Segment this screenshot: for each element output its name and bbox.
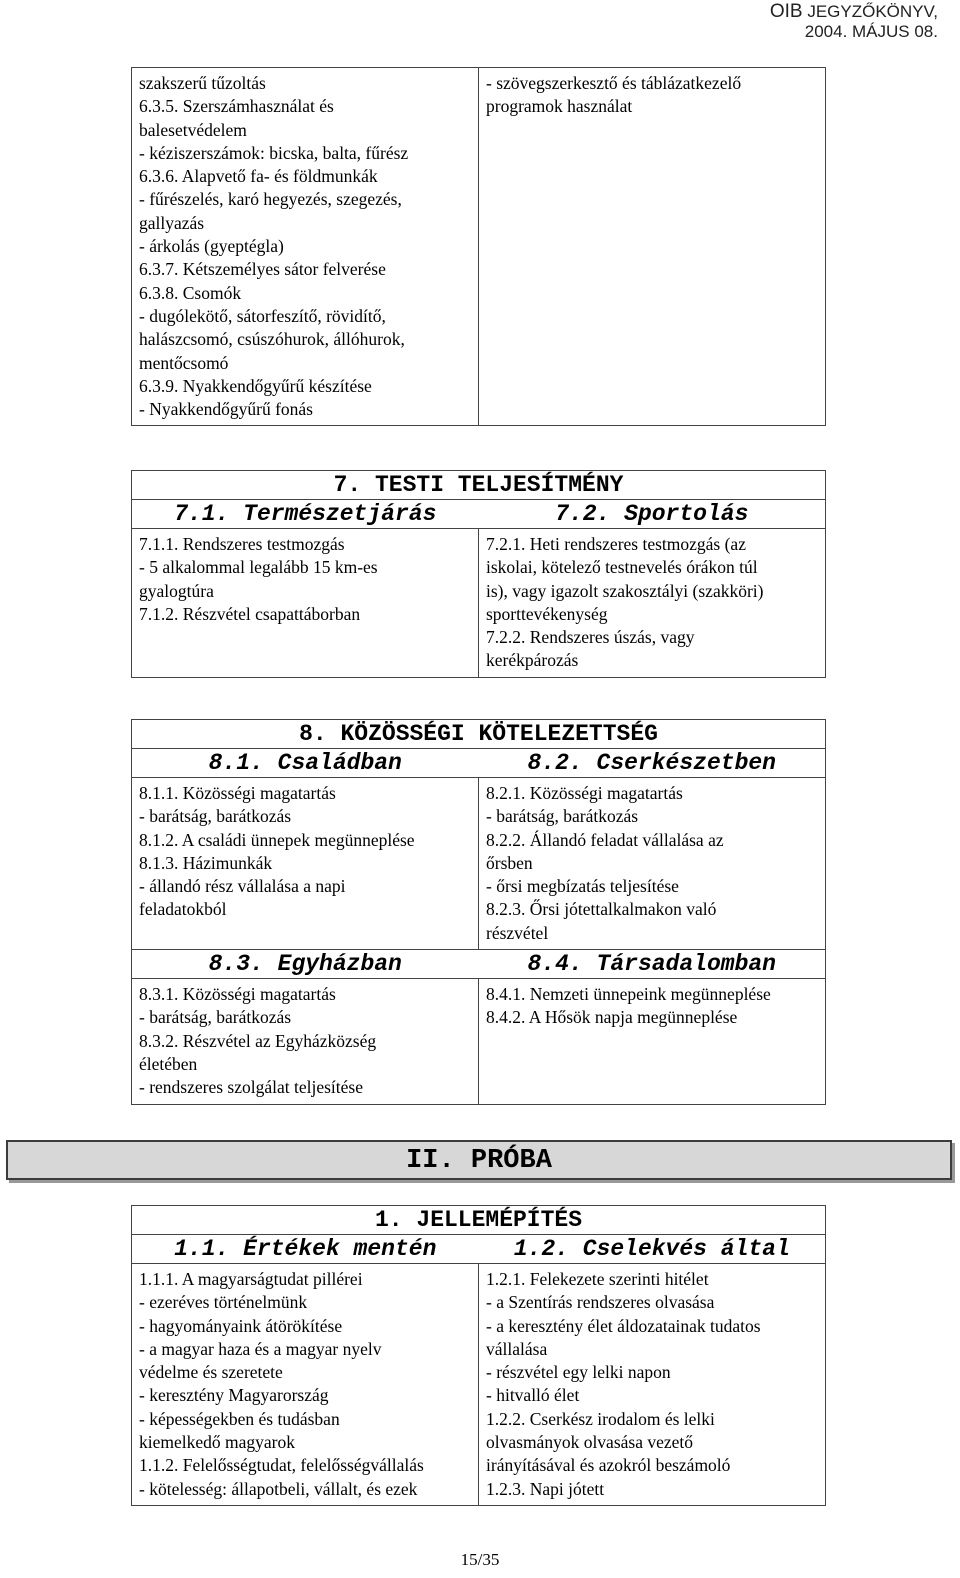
- text-line: iskolai, kötelező testnevelés órákon túl: [486, 557, 758, 578]
- text-line: 1.2.2. Cserkész irodalom és lelki: [486, 1408, 715, 1429]
- page-number: 15/35: [460, 1550, 500, 1569]
- text-line: - árkolás (gyeptégla): [139, 236, 284, 257]
- page-header: [770, 2, 938, 42]
- text-line: - hagyományaink átörökítése: [139, 1315, 343, 1336]
- text-line: sporttevékenység: [486, 603, 608, 624]
- top-left-cell: [132, 68, 479, 426]
- text-line: - hitvalló élet: [486, 1385, 580, 1406]
- text-line: - barátság, barátkozás: [139, 806, 292, 827]
- section8-head-2: 8.2. Cserkészetben: [479, 749, 826, 778]
- text-line: 8.2.3. Őrsi jótettalkalmakon való: [486, 899, 717, 920]
- text-line: - állandó rész vállalása a napi: [139, 876, 346, 897]
- text-line: őrsben: [486, 852, 533, 873]
- section8-cell-3: [132, 979, 479, 1104]
- text-line: - kötelesség: állapotbeli, vállalt, és ezek: [139, 1478, 418, 1499]
- text-line: - a magyar haza és a magyar nyelv: [139, 1338, 382, 1359]
- text-line: 8.4.2. A Hősök napja megünneplése: [486, 1007, 738, 1028]
- section8-cell-4: [479, 979, 826, 1104]
- text-line: - szövegszerkesztő és táblázatkezelő: [486, 73, 742, 93]
- text-line: szakszerű tűzoltás: [139, 73, 266, 93]
- text-line: - kéziszerszámok: bicska, balta, fűrész: [139, 142, 409, 163]
- section-j-left-cell: [132, 1264, 479, 1506]
- text-line: 6.3.9. Nyakkendőgyűrű készítése: [139, 375, 372, 396]
- header-org: OIB: [769, 1, 803, 22]
- text-line: 8.4.1. Nemzeti ünnepeink megünneplése: [486, 984, 771, 1005]
- text-line: 7.2.2. Rendszeres úszás, vagy: [486, 627, 695, 648]
- text-line: 1.1.2. Felelősségtudat, felelősségvállalás: [139, 1455, 424, 1476]
- header-doc: JEGYZŐKÖNYV,: [807, 2, 938, 21]
- text-line: halászcsomó, csúszóhurok, állóhurok,: [139, 329, 405, 350]
- section7-table: [131, 470, 826, 678]
- proba-banner: [6, 1140, 952, 1180]
- text-line: - a Szentírás rendszeres olvasása: [486, 1292, 715, 1313]
- text-line: részvétel: [486, 922, 549, 943]
- section8-title: 8. KÖZÖSSÉGI KÖTELEZETTSÉG: [132, 720, 826, 749]
- section-j-table: [131, 1205, 826, 1506]
- text-line: 8.2.1. Közösségi magatartás: [486, 783, 683, 803]
- text-line: gyalogtúra: [139, 580, 214, 601]
- text-line: - részvétel egy lelki napon: [486, 1362, 671, 1383]
- text-line: olvasmányok olvasása vezető: [486, 1432, 694, 1453]
- text-line: - barátság, barátkozás: [139, 1007, 292, 1028]
- section8-head-3: 8.3. Egyházban: [132, 950, 479, 979]
- section8-cell-2: [479, 778, 826, 950]
- section-j-left-head: 1.1. Értékek mentén: [132, 1235, 479, 1264]
- section8-head-1: 8.1. Családban: [132, 749, 479, 778]
- text-line: gallyazás: [139, 212, 205, 233]
- text-line: védelme és szeretete: [139, 1362, 283, 1383]
- text-line: 8.3.2. Részvétel az Egyházközség: [139, 1030, 377, 1051]
- text-line: kiemelkedő magyarok: [139, 1432, 295, 1453]
- text-line: - a keresztény élet áldozatainak tudatos: [486, 1315, 761, 1336]
- text-line: 8.2.2. Állandó feladat vállalása az: [486, 829, 724, 850]
- header-date: 2004. MÁJUS 08.: [804, 22, 938, 41]
- section-j-title: 1. JELLEMÉPÍTÉS: [132, 1206, 826, 1235]
- text-line: 1.2.3. Napi jótett: [486, 1478, 605, 1499]
- text-line: 6.3.5. Szerszámhasználat és: [139, 96, 334, 117]
- text-line: 6.3.6. Alapvető fa- és földmunkák: [139, 166, 378, 187]
- text-line: 1.2.1. Felekezete szerinti hitélet: [486, 1269, 709, 1289]
- section7-title: 7. TESTI TELJESÍTMÉNY: [132, 471, 826, 500]
- text-line: balesetvédelem: [139, 119, 247, 140]
- text-line: - 5 alkalommal legalább 15 km-es: [139, 557, 378, 578]
- text-line: - barátság, barátkozás: [486, 806, 639, 827]
- text-line: 8.1.1. Közösségi magatartás: [139, 783, 336, 803]
- section-j-right-cell: [479, 1264, 826, 1506]
- top-right-cell: [479, 68, 826, 426]
- section7-left-cell: [132, 529, 479, 678]
- text-line: 7.2.1. Heti rendszeres testmozgás (az: [486, 534, 746, 554]
- text-line: - dugólekötő, sátorfeszítő, rövidítő,: [139, 305, 386, 326]
- section8-table: [131, 719, 826, 1105]
- top-table: [131, 67, 826, 426]
- text-line: feladatokból: [139, 899, 227, 920]
- text-line: - ezeréves történelmünk: [139, 1292, 308, 1313]
- text-line: programok használat: [486, 96, 633, 117]
- text-line: 7.1.2. Részvétel csapattáborban: [139, 603, 361, 624]
- text-line: irányításával és azokról beszámoló: [486, 1455, 731, 1476]
- text-line: - őrsi megbízatás teljesítése: [486, 876, 679, 897]
- text-line: 6.3.8. Csomók: [139, 282, 242, 303]
- section8-head-4: 8.4. Társadalomban: [479, 950, 826, 979]
- text-line: - fűrészelés, karó hegyezés, szegezés,: [139, 189, 402, 210]
- text-line: 8.3.1. Közösségi magatartás: [139, 984, 336, 1005]
- text-line: - rendszeres szolgálat teljesítése: [139, 1077, 363, 1098]
- section7-left-head: 7.1. Természetjárás: [132, 500, 479, 529]
- section7-right-cell: [479, 529, 826, 678]
- text-line: - képességekben és tudásban: [139, 1408, 340, 1429]
- text-line: 7.1.1. Rendszeres testmozgás: [139, 534, 345, 554]
- section8-cell-1: [132, 778, 479, 950]
- text-line: életében: [139, 1053, 198, 1074]
- text-line: - keresztény Magyarország: [139, 1385, 329, 1406]
- text-line: vállalása: [486, 1338, 548, 1359]
- text-line: - Nyakkendőgyűrű fonás: [139, 399, 313, 420]
- text-line: 6.3.7. Kétszemélyes sátor felverése: [139, 259, 386, 280]
- text-line: mentőcsomó: [139, 352, 229, 373]
- section7-right-head: 7.2. Sportolás: [479, 500, 826, 529]
- text-line: 8.1.3. Házimunkák: [139, 852, 273, 873]
- proba-title: II. PRÓBA: [406, 1146, 552, 1176]
- text-line: 8.1.2. A családi ünnepek megünneplése: [139, 829, 415, 850]
- text-line: is), vagy igazolt szakosztályi (szakköri): [486, 580, 764, 601]
- text-line: 1.1.1. A magyarságtudat pillérei: [139, 1269, 363, 1289]
- text-line: kerékpározás: [486, 650, 579, 671]
- section-j-right-head: 1.2. Cselekvés által: [479, 1235, 826, 1264]
